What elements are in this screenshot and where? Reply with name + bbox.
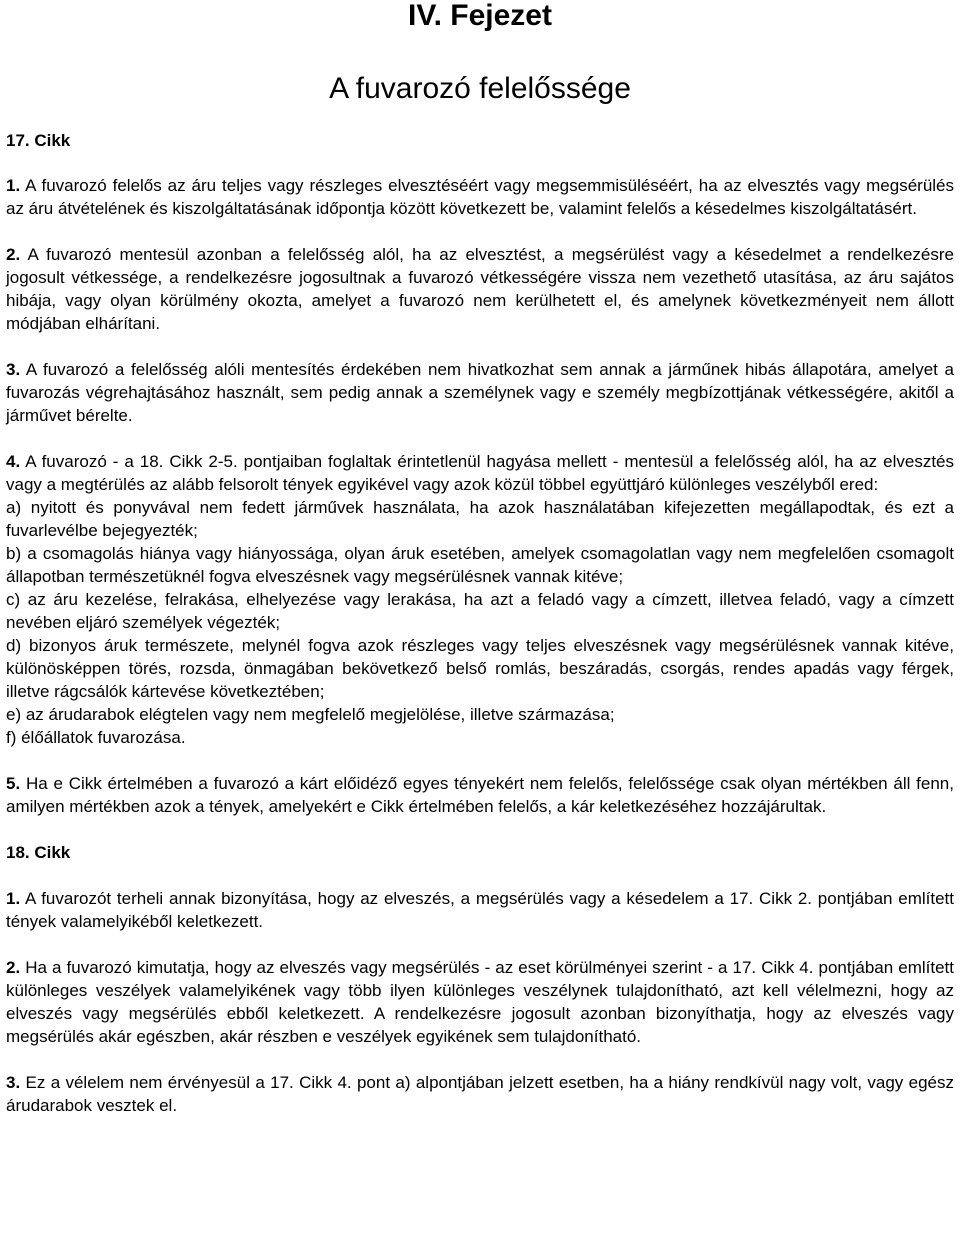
paragraph-text: A fuvarozót terheli annak bizonyítása, hogy az elveszés, a megsérülés vagy a késedelem a 17. Cikk 2. pontjában említett tények valamelyikéből keletkezett. [6,889,954,931]
paragraph-18-1 [6,887,954,933]
article-heading-18: 18. Cikk [6,843,71,862]
list-item-e: e) az árudarabok elégtelen vagy nem megfelelő megjelölése, illetve származása; [6,705,615,724]
paragraph-18-2 [6,956,954,1048]
list-item-b: b) a csomagolás hiánya vagy hiányossága, olyan áruk esetében, amelyek csomagolatlan vagy nem megfelelően csomagolt állapotban természetüknél fogva elveszésnek vagy megsérülésnek vannak kitéve; [6,544,954,586]
paragraph-number: 4. [6,452,21,471]
paragraph-number: 1. [6,889,21,908]
list-item-d: d) bizonyos áruk természete, melynél fogva azok részleges vagy teljes elveszésnek vagy megsérülésnek vannak kitéve, különösképpen törés, rozsda, önmagában bekövetkező belső romlás, beszáradás, csorgás, rendes apadás vagy férgek, illetve rágcsálók kártevése következtében; [6,636,954,701]
paragraph-text: Ez a vélelem nem érvényesül a 17. Cikk 4. pont a) alpontjában jelzett esetben, ha a hiány rendkívül nagy volt, vagy egész árudarabok vesztek el. [6,1073,954,1115]
paragraph-text: Ha a fuvarozó kimutatja, hogy az elveszés vagy megsérülés - az eset körülményei szerint - a 17. Cikk 4. pontjában említett különleges veszélyek valamelyikének vagy több ilyen különleges veszélynek tulajdonítható, azt kell vélelmezni, hogy az elveszés vagy megsérülés ebből keletkezett. A rendelkezésre jogosult azonban bizonyíthatja, hogy az elveszés vagy megsérülés akár egészben, akár részben e veszélyek egyikének sem tulajdonítható. [6,958,954,1046]
paragraph-number: 3. [6,1073,21,1092]
article-heading-17: 17. Cikk [6,131,71,150]
paragraph-17-2 [6,243,954,335]
paragraph-18-3 [6,1071,954,1117]
paragraph-text: A fuvarozó - a 18. Cikk 2-5. pontjaiban foglaltak érintetlenül hagyása mellett - mentesül a felelősség alól, ha az elvesztés vagy a megtérülés az alább felsorolt tények egyikével vagy azok közül többel együttjáró különleges veszélyből ered: [6,452,954,494]
paragraph-number: 5. [6,774,21,793]
paragraph-17-1 [6,174,954,220]
paragraph-text: Ha e Cikk értelmében a fuvarozó a kárt előidéző egyes tényekért nem felelős, felelőssége csak olyan mértékben áll fenn, amilyen mértékben azok a tények, amelyekért e Cikk értelmében felelős, a kár keletkezéséhez hozzájárultak. [6,774,954,816]
paragraph-text: A fuvarozó a felelősség alóli mentesítés érdekében nem hivatkozhat sem annak a járműnek hibás állapotára, amelyet a fuvarozás végrehajtásához használt, sem pedig annak a személynek vagy e személy megbízottjának vétkességére, akitől a járművet bérelte. [6,360,954,425]
list-item-c: c) az áru kezelése, felrakása, elhelyezése vagy lerakása, ha azt a feladó vagy a címzett, illetvea feladó, vagy a címzett nevében eljáró személyek végezték; [6,590,954,632]
paragraph-number: 2. [6,958,21,977]
list-item-f: f) élőállatok fuvarozása. [6,728,186,747]
paragraph-text: A fuvarozó felelős az áru teljes vagy részleges elvesztéséért vagy megsemmisüléséért, ha az elvesztés vagy megsérülés az áru átvételének és kiszolgáltatásának időpontja között következett be, valamint felelős a késedelmes kiszolgáltatásért. [6,176,954,218]
paragraph-17-5 [6,772,954,818]
paragraph-number: 1. [6,176,21,195]
section-title: A fuvarozó felelőssége [329,72,631,105]
chapter-heading: IV. Fejezet [408,0,552,32]
paragraph-number: 2. [6,245,21,264]
paragraph-number: 3. [6,360,21,379]
list-item-a: a) nyitott és ponyvával nem fedett járművek használata, ha azok használatában kifejezetten megállapodtak, és ezt a fuvarlevélbe bejegyezték; [6,498,954,540]
paragraph-17-4 [6,450,954,749]
paragraph-text: A fuvarozó mentesül azonban a felelősség alól, ha az elvesztést, a megsérülést vagy a késedelmet a rendelkezésre jogosult vétkessége, a rendelkezésre jogosultnak a fuvarozó vétkességére vissza nem vezethető utasítása, az áru sajátos hibája, vagy olyan körülmény okozta, amelyet a fuvarozó nem kerülhetett el, és amelynek következményeit nem állott módjában elhárítani. [6,245,954,333]
paragraph-17-3 [6,358,954,427]
